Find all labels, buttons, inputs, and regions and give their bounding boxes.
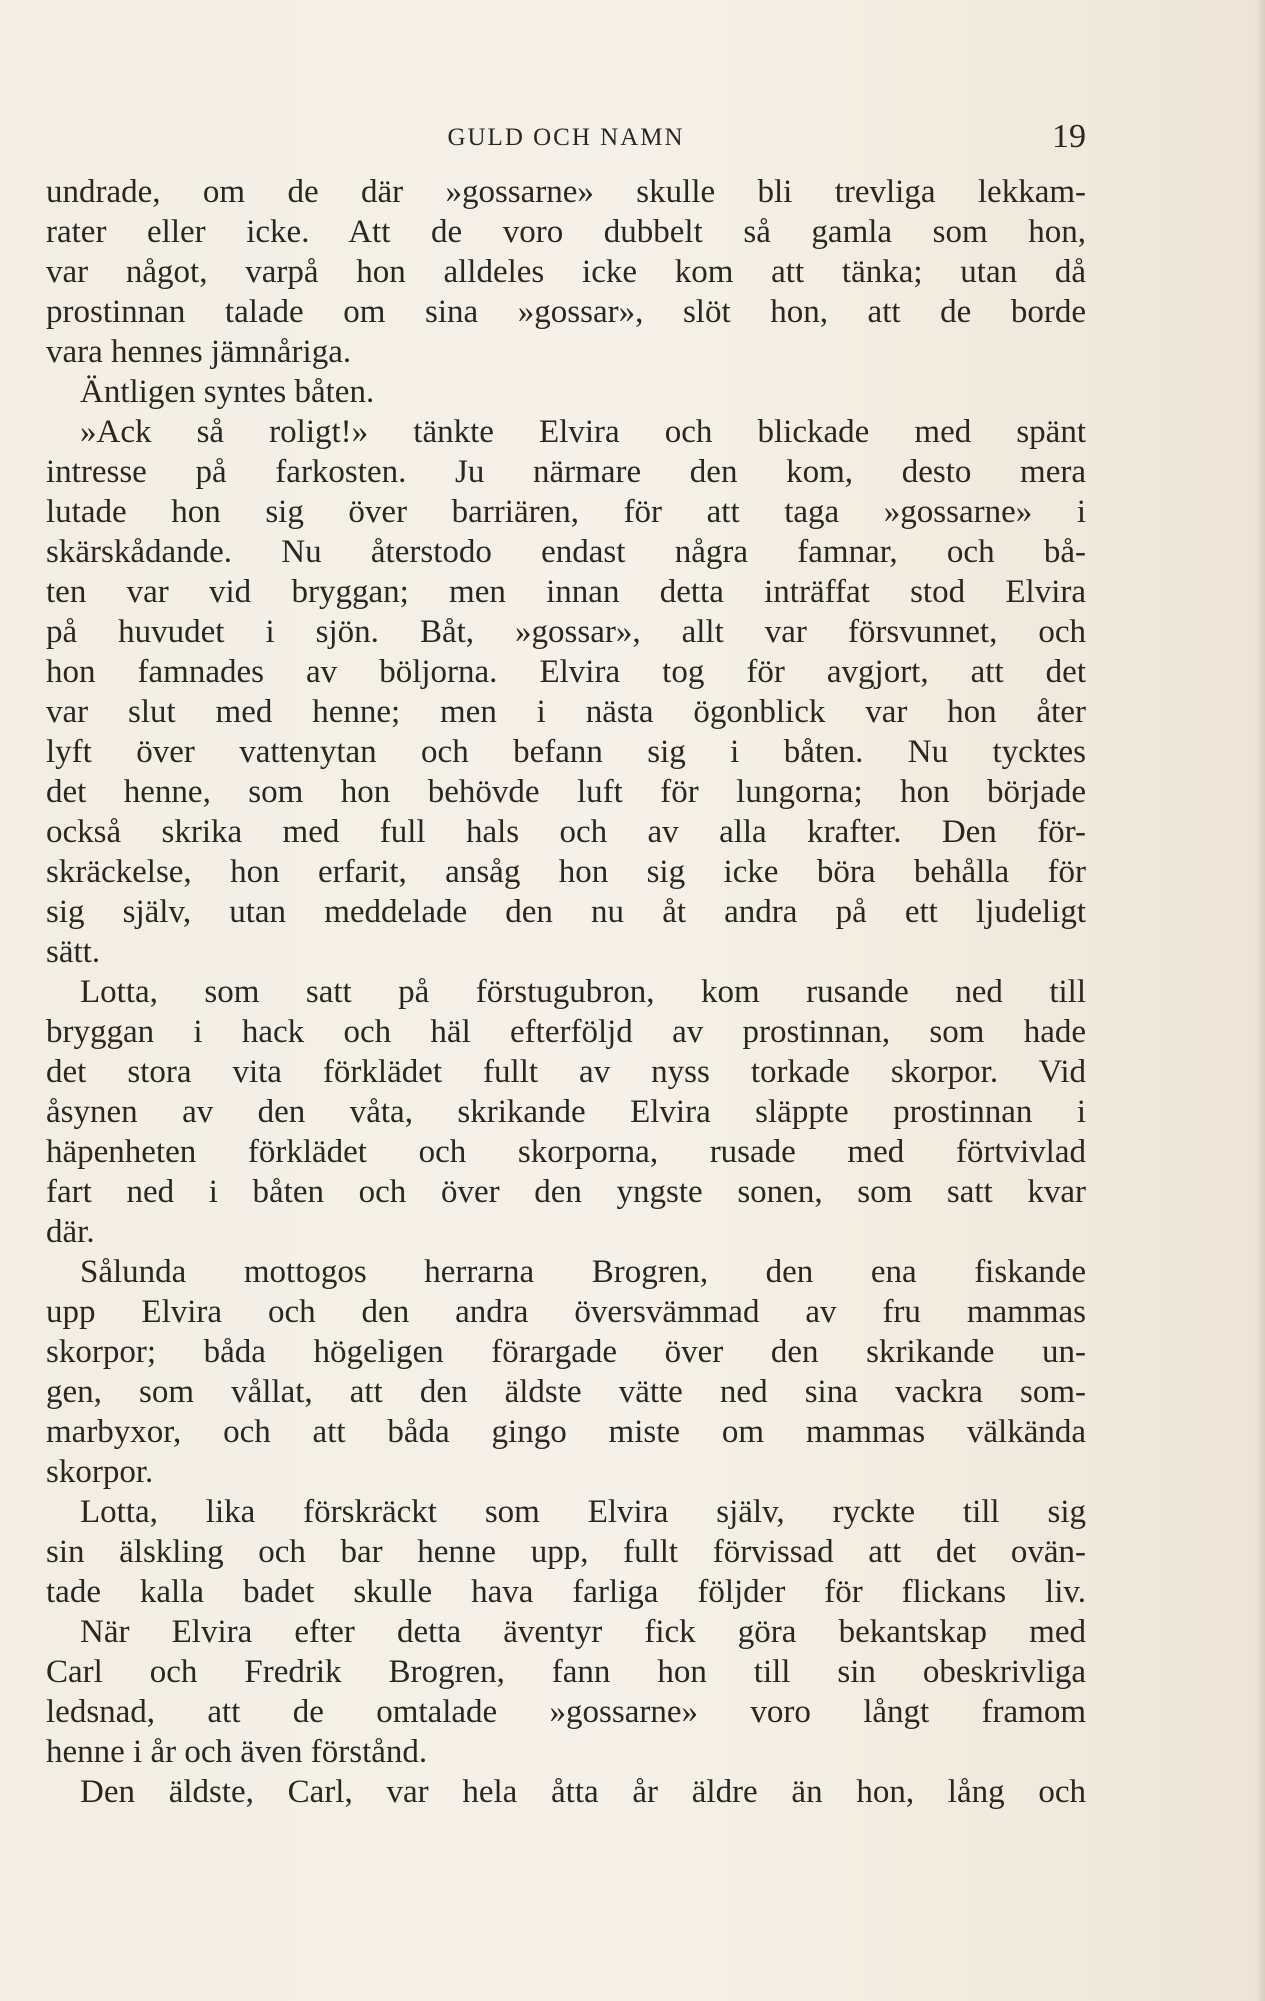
running-head: GULD OCH NAMN: [447, 124, 685, 151]
text-line: ten var vid bryggan; men innan detta inträffat stod Elvira: [46, 574, 1086, 610]
text-line: Äntligen syntes båten.: [80, 374, 375, 410]
text-line: undrade, om de där »gossarne» skulle bli trevliga lekkam-: [46, 174, 1086, 210]
text-line: skorpor; båda högeligen förargade över den skrikande un-: [46, 1334, 1086, 1370]
text-line: henne i år och även förstånd.: [46, 1734, 428, 1770]
text-line: vara hennes jämnåriga.: [46, 334, 352, 370]
text-line: Lotta, som satt på förstugubron, kom rusande ned till: [80, 974, 1086, 1010]
text-line: sig själv, utan meddelade den nu åt andra på ett ljudeligt: [46, 894, 1086, 930]
page-edge-shadow: [1255, 0, 1265, 2001]
text-line: prostinnan talade om sina »gossar», slöt hon, att de borde: [46, 294, 1086, 330]
text-line: marbyxor, och att båda gingo miste om mammas välkända: [46, 1414, 1086, 1450]
text-line: tade kalla badet skulle hava farliga följder för flickans liv.: [46, 1574, 1086, 1610]
text-line: Den äldste, Carl, var hela åtta år äldre än hon, lång och: [80, 1774, 1086, 1810]
text-line: skärskådande. Nu återstodo endast några famnar, och bå-: [46, 534, 1086, 570]
text-line: »Ack så roligt!» tänkte Elvira och blickade med spänt: [80, 414, 1086, 450]
text-line: Carl och Fredrik Brogren, fann hon till sin obeskrivliga: [46, 1654, 1086, 1690]
text-line: lutade hon sig över barriären, för att taga »gossarne» i: [46, 494, 1086, 530]
text-line: När Elvira efter detta äventyr fick göra bekantskap med: [80, 1614, 1086, 1650]
text-line: rater eller icke. Att de voro dubbelt så gamla som hon,: [46, 214, 1086, 250]
text-line: ledsnad, att de omtalade »gossarne» voro långt framom: [46, 1694, 1086, 1730]
text-line: där.: [46, 1214, 95, 1250]
text-line: hon famnades av böljorna. Elvira tog för avgjort, att det: [46, 654, 1086, 690]
text-line: fart ned i båten och över den yngste sonen, som satt kvar: [46, 1174, 1086, 1210]
text-line: Sålunda mottogos herrarna Brogren, den ena fiskande: [80, 1254, 1086, 1290]
text-line: på huvudet i sjön. Båt, »gossar», allt var försvunnet, och: [46, 614, 1086, 650]
text-line: det stora vita förklädet fullt av nyss torkade skorpor. Vid: [46, 1054, 1086, 1090]
text-line: skräckelse, hon erfarit, ansåg hon sig icke böra behålla för: [46, 854, 1086, 890]
page-header: [46, 118, 1086, 158]
text-line: häpenheten förklädet och skorporna, rusade med förtvivlad: [46, 1134, 1086, 1170]
text-line: gen, som vållat, att den äldste vätte ned sina vackra som-: [46, 1374, 1086, 1410]
text-line: också skrika med full hals och av alla krafter. Den för-: [46, 814, 1086, 850]
text-line: intresse på farkosten. Ju närmare den kom, desto mera: [46, 454, 1086, 490]
text-line: det henne, som hon behövde luft för lungorna; hon började: [46, 774, 1086, 810]
text-line: var slut med henne; men i nästa ögonblick var hon åter: [46, 694, 1086, 730]
text-line: skorpor.: [46, 1454, 154, 1490]
text-line: bryggan i hack och häl efterföljd av prostinnan, som hade: [46, 1014, 1086, 1050]
text-line: sätt.: [46, 934, 101, 970]
page-number: 19: [1052, 118, 1086, 155]
text-line: åsynen av den våta, skrikande Elvira släppte prostinnan i: [46, 1094, 1086, 1130]
text-line: upp Elvira och den andra översvämmad av fru mammas: [46, 1294, 1086, 1330]
text-line: Lotta, lika förskräckt som Elvira själv, ryckte till sig: [80, 1494, 1086, 1530]
body-text: [46, 172, 1086, 1812]
text-line: lyft över vattenytan och befann sig i båten. Nu tycktes: [46, 734, 1086, 770]
text-line: var något, varpå hon alldeles icke kom att tänka; utan då: [46, 254, 1086, 290]
text-line: sin älskling och bar henne upp, fullt förvissad att det ovän-: [46, 1534, 1086, 1570]
